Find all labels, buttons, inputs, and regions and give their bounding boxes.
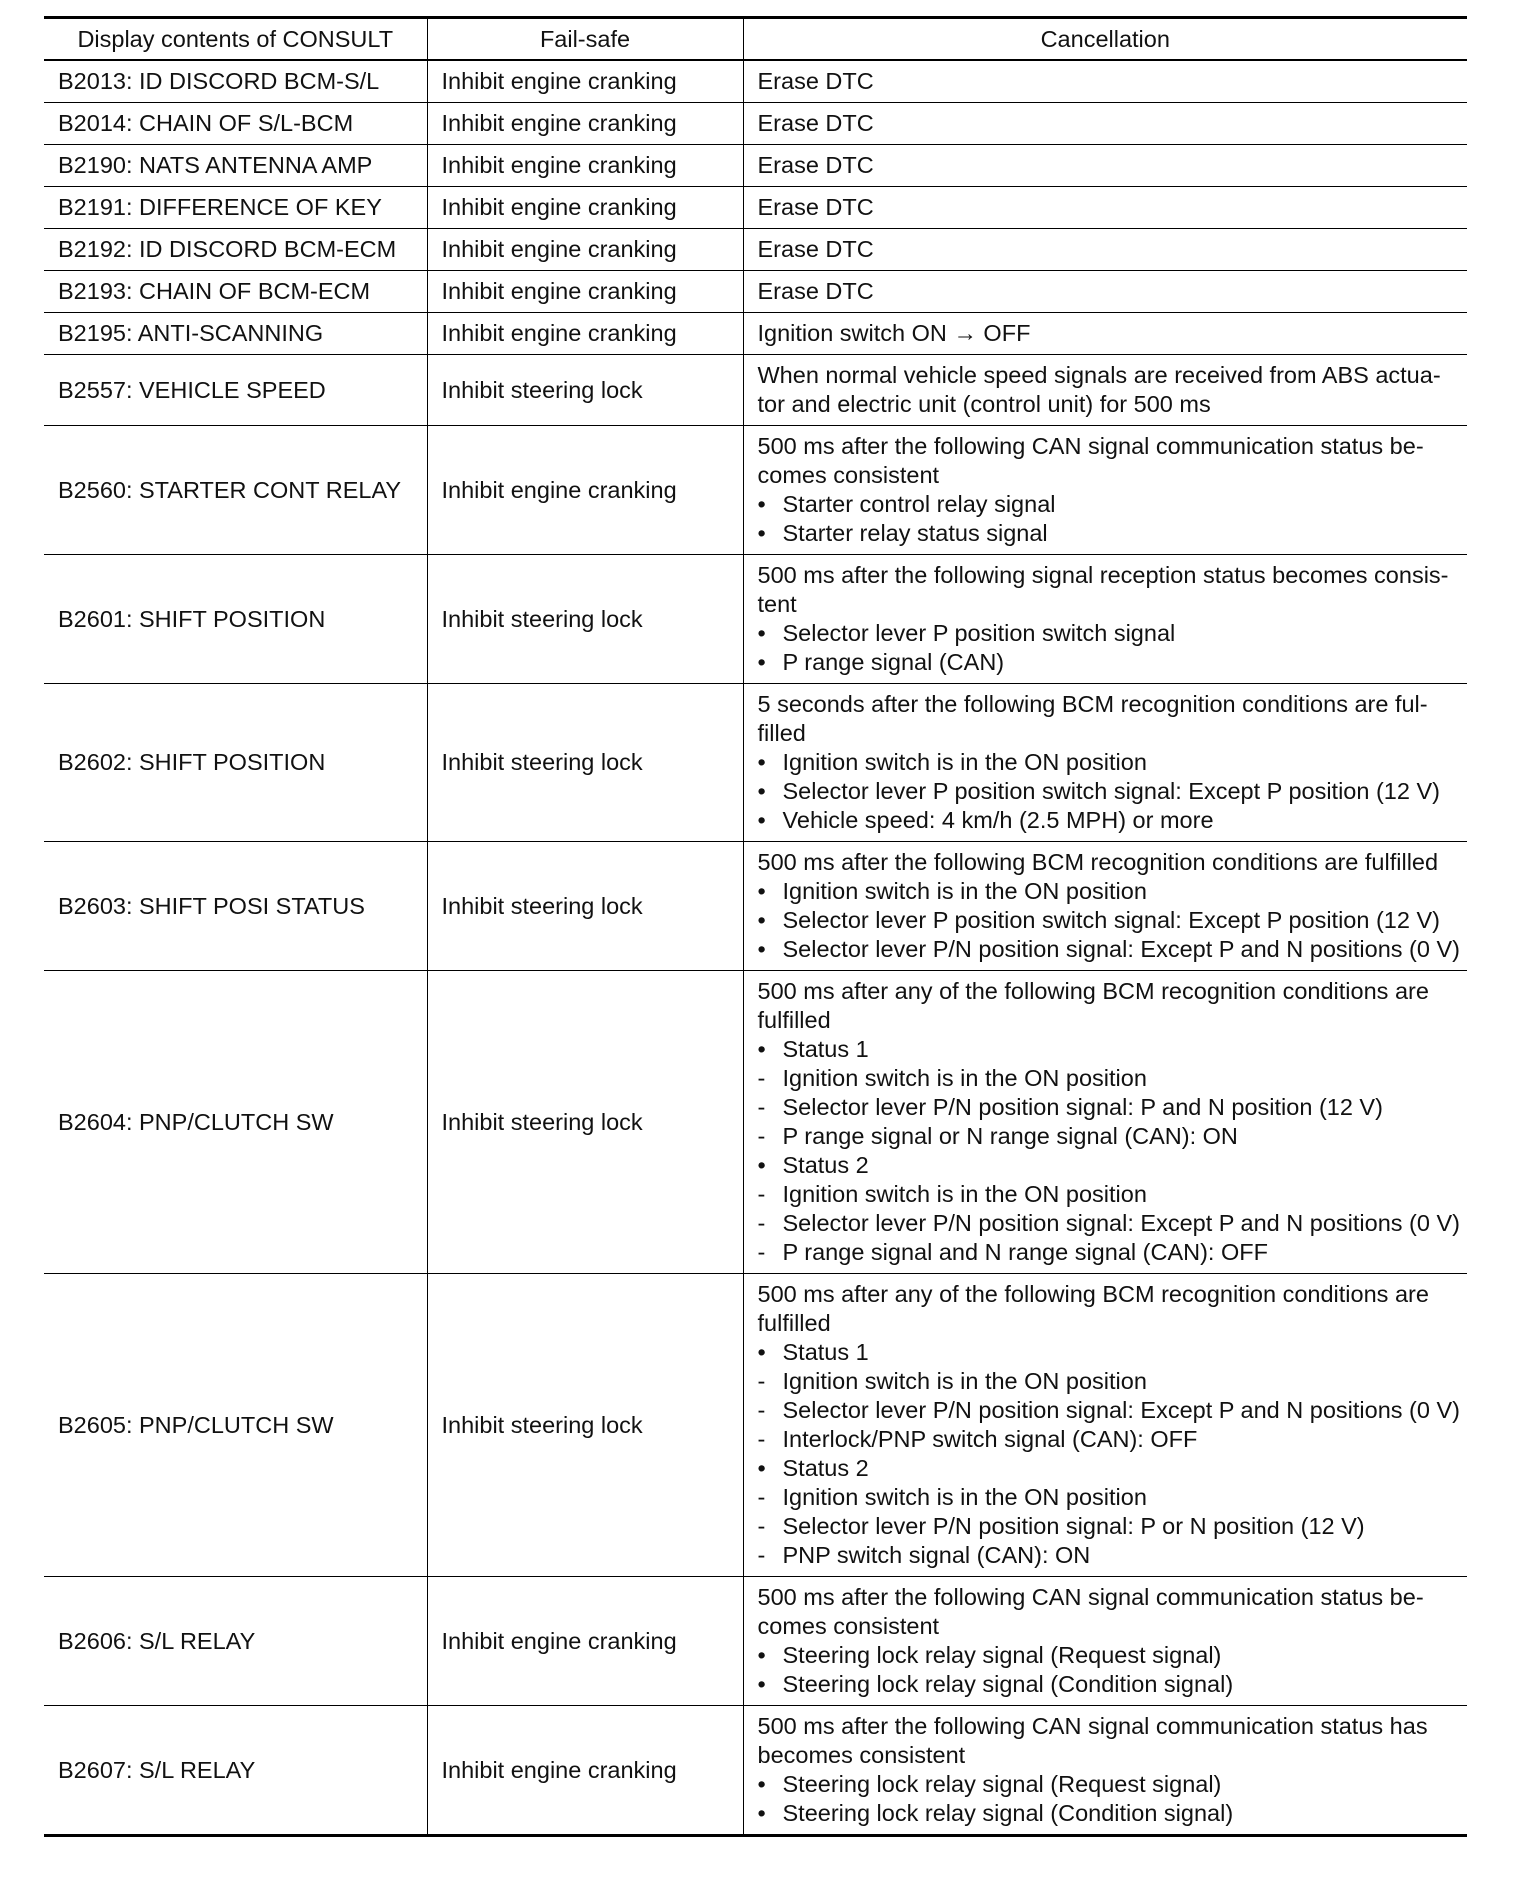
- cell-cancellation: [743, 145, 1467, 187]
- cancellation-item-text: Starter control relay signal: [782, 491, 1056, 517]
- cell-fail-safe: Inhibit steering lock: [427, 971, 743, 1274]
- cancellation-bullet-item: [758, 877, 1468, 906]
- cell-cancellation: [743, 971, 1467, 1274]
- cell-cancellation: [743, 271, 1467, 313]
- cancellation-text: Erase DTC: [757, 194, 874, 220]
- cancellation-dash-item: [758, 1512, 1468, 1541]
- cancellation-item-text: Steering lock relay signal (Request signal): [782, 1642, 1222, 1668]
- bullet-marker: [758, 1770, 778, 1799]
- cancellation-bullet-item: [758, 1035, 1468, 1064]
- cancellation-text: comes consistent: [757, 462, 940, 488]
- dash-marker: [758, 1238, 778, 1267]
- fail-safe-table-container: [44, 16, 1467, 1837]
- cell-fail-safe: Inhibit steering lock: [427, 355, 743, 426]
- table-row: [44, 1706, 1467, 1836]
- dash-marker: [758, 1512, 778, 1541]
- cancellation-item-text: Ignition switch is in the ON position: [782, 749, 1147, 775]
- bullet-marker: [758, 1035, 778, 1064]
- table-row: [44, 1274, 1467, 1577]
- cancellation-text: 500 ms after the following signal reception status becomes consis-: [757, 562, 1449, 588]
- bullet-marker: [758, 1641, 778, 1670]
- cancellation-bullet-item: [758, 519, 1468, 548]
- table-row: [44, 187, 1467, 229]
- cancellation-item-text: Steering lock relay signal (Condition signal): [782, 1671, 1234, 1697]
- bullet-marker: [758, 1670, 778, 1699]
- table-row: [44, 555, 1467, 684]
- cell-cancellation: [743, 355, 1467, 426]
- cell-fail-safe: Inhibit engine cranking: [427, 271, 743, 313]
- bullet-marker: [758, 1454, 778, 1483]
- cancellation-text: fulfilled: [757, 1310, 831, 1336]
- fail-safe-table: [44, 16, 1467, 1837]
- bullet-marker: [758, 619, 778, 648]
- cell-cancellation: [743, 1706, 1467, 1836]
- cell-fail-safe: Inhibit steering lock: [427, 555, 743, 684]
- table-body: [44, 60, 1467, 1836]
- table-row: [44, 60, 1467, 103]
- cancellation-bullet-item: [758, 490, 1468, 519]
- bullet-marker: [758, 877, 778, 906]
- cancellation-text: 5 seconds after the following BCM recognition conditions are ful-: [757, 691, 1428, 717]
- cancellation-item-text: P range signal or N range signal (CAN): ON: [782, 1123, 1238, 1149]
- cancellation-dash-item: [758, 1122, 1468, 1151]
- table-row: [44, 426, 1467, 555]
- cell-fail-safe: Inhibit engine cranking: [427, 145, 743, 187]
- cancellation-text: Erase DTC: [757, 110, 874, 136]
- cancellation-dash-item: [758, 1541, 1468, 1570]
- cell-consult: B2192: ID DISCORD BCM-ECM: [44, 229, 427, 271]
- bullet-marker: [758, 1338, 778, 1367]
- cancellation-dash-item: [758, 1483, 1468, 1512]
- cancellation-bullet-item: [758, 1770, 1468, 1799]
- cell-fail-safe: Inhibit engine cranking: [427, 229, 743, 271]
- cell-fail-safe: Inhibit engine cranking: [427, 313, 743, 355]
- cell-consult: B2014: CHAIN OF S/L-BCM: [44, 103, 427, 145]
- cancellation-item-text: Selector lever P position switch signal: Except P position (12 V): [782, 778, 1440, 804]
- cell-consult: B2193: CHAIN OF BCM-ECM: [44, 271, 427, 313]
- cancellation-item-text: Status 2: [782, 1455, 869, 1481]
- table-row: [44, 229, 1467, 271]
- dash-marker: [758, 1093, 778, 1122]
- cell-consult: B2603: SHIFT POSI STATUS: [44, 842, 427, 971]
- cell-consult: B2606: S/L RELAY: [44, 1577, 427, 1706]
- cancellation-item-text: Selector lever P/N position signal: Except P and N positions (0 V): [782, 936, 1460, 962]
- cancellation-item-text: Selector lever P position switch signal: [782, 620, 1176, 646]
- cell-consult: B2190: NATS ANTENNA AMP: [44, 145, 427, 187]
- cancellation-bullet-item: [758, 619, 1468, 648]
- cell-consult: B2560: STARTER CONT RELAY: [44, 426, 427, 555]
- cancellation-text: 500 ms after the following CAN signal communication status be-: [757, 1584, 1424, 1610]
- cell-cancellation: [743, 684, 1467, 842]
- cancellation-dash-item: [758, 1425, 1468, 1454]
- table-row: [44, 355, 1467, 426]
- cancellation-text: comes consistent: [757, 1613, 940, 1639]
- table-row: [44, 842, 1467, 971]
- dash-marker: [758, 1209, 778, 1238]
- cancellation-bullet-item: [758, 1454, 1468, 1483]
- cancellation-bullet-item: [758, 1338, 1468, 1367]
- cell-cancellation: [743, 1274, 1467, 1577]
- bullet-marker: [758, 906, 778, 935]
- cell-consult: B2557: VEHICLE SPEED: [44, 355, 427, 426]
- cancellation-bullet-item: [758, 1151, 1468, 1180]
- bullet-marker: [758, 648, 778, 677]
- cell-fail-safe: Inhibit engine cranking: [427, 426, 743, 555]
- cancellation-bullet-item: [758, 806, 1468, 835]
- cancellation-dash-item: [758, 1238, 1468, 1267]
- cell-fail-safe: Inhibit engine cranking: [427, 1577, 743, 1706]
- dash-marker: [758, 1425, 778, 1454]
- cancellation-text: Ignition switch ON → OFF: [757, 320, 1031, 346]
- cell-fail-safe: Inhibit steering lock: [427, 684, 743, 842]
- cancellation-item-text: Ignition switch is in the ON position: [782, 878, 1147, 904]
- cancellation-text: Erase DTC: [757, 236, 874, 262]
- cell-fail-safe: Inhibit engine cranking: [427, 1706, 743, 1836]
- cancellation-dash-item: [758, 1180, 1468, 1209]
- cancellation-dash-item: [758, 1396, 1468, 1425]
- cell-fail-safe: Inhibit engine cranking: [427, 60, 743, 103]
- cancellation-item-text: Interlock/PNP switch signal (CAN): OFF: [782, 1426, 1198, 1452]
- cancellation-bullet-item: [758, 1670, 1468, 1699]
- cancellation-dash-item: [758, 1093, 1468, 1122]
- cancellation-text: tor and electric unit (control unit) for 500 ms: [757, 391, 1211, 417]
- dash-marker: [758, 1541, 778, 1570]
- header-cancellation: Cancellation: [743, 18, 1467, 61]
- table-row: [44, 271, 1467, 313]
- bullet-marker: [758, 490, 778, 519]
- dash-marker: [758, 1064, 778, 1093]
- cell-consult: B2605: PNP/CLUTCH SW: [44, 1274, 427, 1577]
- cancellation-item-text: Selector lever P/N position signal: P or N position (12 V): [782, 1513, 1365, 1539]
- cancellation-item-text: Ignition switch is in the ON position: [782, 1065, 1147, 1091]
- cancellation-text: 500 ms after any of the following BCM recognition conditions are: [757, 1281, 1429, 1307]
- cancellation-item-text: P range signal and N range signal (CAN): OFF: [782, 1239, 1268, 1265]
- cancellation-bullet-item: [758, 648, 1468, 677]
- table-row: [44, 1577, 1467, 1706]
- cancellation-bullet-item: [758, 935, 1468, 964]
- cancellation-text: filled: [757, 720, 806, 746]
- cell-cancellation: [743, 313, 1467, 355]
- dash-marker: [758, 1122, 778, 1151]
- cancellation-item-text: Selector lever P/N position signal: P and N position (12 V): [782, 1094, 1383, 1120]
- cancellation-text: 500 ms after the following BCM recognition conditions are fulfilled: [757, 849, 1439, 875]
- cell-consult: B2013: ID DISCORD BCM-S/L: [44, 60, 427, 103]
- table-row: [44, 145, 1467, 187]
- cell-cancellation: [743, 555, 1467, 684]
- cancellation-item-text: Steering lock relay signal (Request signal): [782, 1771, 1222, 1797]
- cancellation-item-text: Status 1: [782, 1339, 869, 1365]
- cancellation-item-text: P range signal (CAN): [782, 649, 1005, 675]
- cell-fail-safe: Inhibit steering lock: [427, 842, 743, 971]
- cancellation-bullet-item: [758, 748, 1468, 777]
- cancellation-text: Erase DTC: [757, 278, 874, 304]
- cancellation-bullet-item: [758, 777, 1468, 806]
- cell-cancellation: [743, 1577, 1467, 1706]
- table-row: [44, 971, 1467, 1274]
- dash-marker: [758, 1396, 778, 1425]
- bullet-marker: [758, 1151, 778, 1180]
- cancellation-text: 500 ms after the following CAN signal communication status has: [757, 1713, 1428, 1739]
- cell-cancellation: [743, 842, 1467, 971]
- bullet-marker: [758, 748, 778, 777]
- cell-cancellation: [743, 426, 1467, 555]
- cancellation-item-text: Vehicle speed: 4 km/h (2.5 MPH) or more: [782, 807, 1214, 833]
- dash-marker: [758, 1367, 778, 1396]
- cancellation-item-text: Selector lever P/N position signal: Except P and N positions (0 V): [782, 1397, 1460, 1423]
- cell-consult: B2601: SHIFT POSITION: [44, 555, 427, 684]
- cancellation-dash-item: [758, 1064, 1468, 1093]
- cancellation-text: tent: [757, 591, 797, 617]
- cancellation-dash-item: [758, 1367, 1468, 1396]
- cancellation-text: 500 ms after the following CAN signal communication status be-: [757, 433, 1424, 459]
- cell-cancellation: [743, 103, 1467, 145]
- cell-fail-safe: Inhibit steering lock: [427, 1274, 743, 1577]
- cell-consult: B2191: DIFFERENCE OF KEY: [44, 187, 427, 229]
- cancellation-item-text: Ignition switch is in the ON position: [782, 1181, 1147, 1207]
- cancellation-text: Erase DTC: [757, 68, 874, 94]
- bullet-marker: [758, 1799, 778, 1828]
- cancellation-dash-item: [758, 1209, 1468, 1238]
- table-row: [44, 684, 1467, 842]
- bullet-marker: [758, 777, 778, 806]
- cell-cancellation: [743, 229, 1467, 271]
- cancellation-item-text: Ignition switch is in the ON position: [782, 1368, 1147, 1394]
- cancellation-text: When normal vehicle speed signals are received from ABS actua-: [757, 362, 1441, 388]
- cell-cancellation: [743, 187, 1467, 229]
- cell-fail-safe: Inhibit engine cranking: [427, 103, 743, 145]
- cancellation-item-text: Steering lock relay signal (Condition signal): [782, 1800, 1234, 1826]
- cancellation-text: 500 ms after any of the following BCM recognition conditions are: [757, 978, 1429, 1004]
- table-row: [44, 103, 1467, 145]
- table-header-row: [44, 18, 1467, 61]
- cancellation-item-text: Starter relay status signal: [782, 520, 1048, 546]
- cancellation-text: fulfilled: [757, 1007, 831, 1033]
- cancellation-text: becomes consistent: [757, 1742, 966, 1768]
- cell-fail-safe: Inhibit engine cranking: [427, 187, 743, 229]
- cancellation-bullet-item: [758, 1641, 1468, 1670]
- bullet-marker: [758, 519, 778, 548]
- cell-consult: B2604: PNP/CLUTCH SW: [44, 971, 427, 1274]
- dash-marker: [758, 1180, 778, 1209]
- cancellation-item-text: Status 2: [782, 1152, 869, 1178]
- table-row: [44, 313, 1467, 355]
- cell-consult: B2602: SHIFT POSITION: [44, 684, 427, 842]
- cancellation-item-text: Ignition switch is in the ON position: [782, 1484, 1147, 1510]
- cell-consult: B2195: ANTI-SCANNING: [44, 313, 427, 355]
- cancellation-bullet-item: [758, 1799, 1468, 1828]
- cancellation-text: Erase DTC: [757, 152, 874, 178]
- cancellation-bullet-item: [758, 906, 1468, 935]
- cancellation-item-text: PNP switch signal (CAN): ON: [782, 1542, 1091, 1568]
- bullet-marker: [758, 806, 778, 835]
- cancellation-item-text: Status 1: [782, 1036, 869, 1062]
- cell-consult: B2607: S/L RELAY: [44, 1706, 427, 1836]
- header-consult: Display contents of CONSULT: [44, 18, 427, 61]
- cell-cancellation: [743, 60, 1467, 103]
- cancellation-item-text: Selector lever P/N position signal: Except P and N positions (0 V): [782, 1210, 1460, 1236]
- cancellation-item-text: Selector lever P position switch signal: Except P position (12 V): [782, 907, 1440, 933]
- bullet-marker: [758, 935, 778, 964]
- dash-marker: [758, 1483, 778, 1512]
- header-fail-safe: Fail-safe: [427, 18, 743, 61]
